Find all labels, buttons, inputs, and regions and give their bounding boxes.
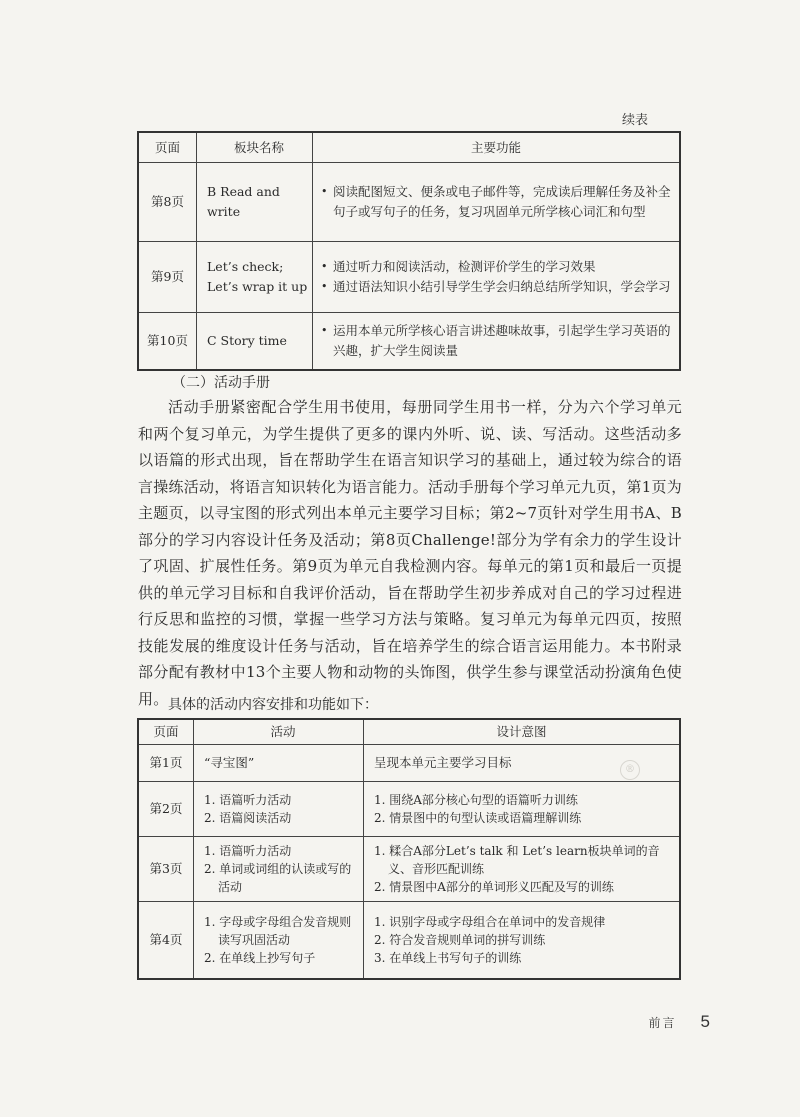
cell-function [313,313,681,371]
cell-activity [194,782,364,837]
table-row [138,745,680,782]
table-row [138,902,680,980]
activity-item: 2. 在单线上抄写句子 [204,951,316,965]
cell-page: 第10页 [138,313,197,371]
header-page: 页面 [138,719,194,745]
table-header-row [138,719,680,745]
cell-page: 第3页 [138,837,194,902]
table-row [138,782,680,837]
cell-function [313,242,681,313]
registered-mark-watermark-icon: ® [620,760,640,780]
cell-page: 第9页 [138,242,197,313]
table-intro-line: 具体的活动内容安排和功能如下： [168,697,378,713]
table-row [138,837,680,902]
cell-intent [364,782,681,837]
function-item: • 阅读配图短文、便条或电子邮件等，完成读后理解任务及补全句子或写句子的任务，复习巩固单元所学核心词汇和句型 [321,182,671,222]
module-function-table [137,131,681,371]
intent-item: 1. 围绕A部分核心句型的语篇听力训练 [374,793,578,807]
cell-activity [194,837,364,902]
section-line: Let’s wrap it up [207,279,308,294]
function-item: • 通过语法知识小结引导学生学会归纳总结所学知识，学会学习 [321,277,671,297]
cell-page: 第4页 [138,902,194,980]
footer-section-title: 前言 [648,1016,677,1030]
intent-item: 2. 情景图中的句型认读或语篇理解训练 [374,811,582,825]
activity-item: 1. 语篇听力活动 [204,844,292,858]
section-line: Let’s check; [207,259,284,274]
function-item: • 通过听力和阅读活动，检测评价学生的学习效果 [321,257,671,277]
table-row [138,313,680,371]
cell-section: B Read and write [197,163,313,242]
cell-intent [364,837,681,902]
intent-item: 2. 情景图中A部分的单词形义匹配及写的训练 [374,880,614,894]
header-function: 主要功能 [313,132,681,163]
activity-item: 2. 单词或词组的认读或写的活动 [204,862,352,894]
section-heading: （二）活动手册 [172,375,270,391]
page-footer [649,1012,710,1032]
cell-page: 第2页 [138,782,194,837]
activity-item: 2. 语篇阅读活动 [204,811,292,825]
cell-section [197,242,313,313]
activity-item: 1. 字母或字母组合发音规则读写巩固活动 [204,915,352,947]
cell-page: 第1页 [138,745,194,782]
cell-activity: “寻宝图” [194,745,364,782]
table-row [138,163,680,242]
intent-item: 2. 符合发音规则单词的拼写训练 [374,933,546,947]
page-number: 5 [700,1012,710,1031]
intent-item: 1. 识别字母或字母组合在单词中的发音规律 [374,915,606,929]
table-header-row [138,132,680,163]
body-paragraph: 活动手册紧密配合学生用书使用，每册同学生用书一样，分为六个学习单元和两个复习单元，为学生提供了更多的课内外听、说、读、写活动。这些活动多以语篇的形式出现，旨在帮助学生在语言知识学习的基础上，通过较为综合的语言操练活动，将语言知识转化为语言能力。活动手册每个学习单元九页，第1页为主题页，以寻宝图的形式列出本单元主要学习目标；第2~7页针对学生用书A、B部分的学习内容设计任务及活动；第8页Challenge!部分为学有余力的学生设计了巩固、扩展性任务。第9页为单元自我检测内容。每单元的第1页和最后一页提供的单元学习目标和自我评价活动，旨在帮助学生初步养成对自己的学习过程进行反思和监控的习惯，掌握一些学习方法与策略。复习单元为每单元四页，按照技能发展的维度设计任务与活动，旨在培养学生的综合语言运用能力。本书附录部分配有教材中13个主要人物和动物的头饰图，供学生参与课堂活动扮演角色使用。 [138,398,682,708]
cell-intent: 呈现本单元主要学习目标 [364,745,681,782]
intent-item: 3. 在单线上书写句子的训练 [374,951,522,965]
continued-label: 续表 [621,113,648,128]
header-intent: 设计意图 [364,719,681,745]
intent-item: 1. 糅合A部分Let’s talk 和 Let’s learn板块单词的音义、音形匹配训练 [374,844,660,876]
header-activity: 活动 [194,719,364,745]
activity-item: 1. 语篇听力活动 [204,793,292,807]
activity-design-table [137,718,681,980]
header-section: 板块名称 [197,132,313,163]
table-row [138,242,680,313]
cell-function [313,163,681,242]
function-item: • 运用本单元所学核心语言讲述趣味故事，引起学生学习英语的兴趣，扩大学生阅读量 [321,321,671,361]
cell-activity [194,902,364,980]
cell-section: C Story time [197,313,313,371]
header-page: 页面 [138,132,197,163]
cell-page: 第8页 [138,163,197,242]
cell-intent [364,902,681,980]
